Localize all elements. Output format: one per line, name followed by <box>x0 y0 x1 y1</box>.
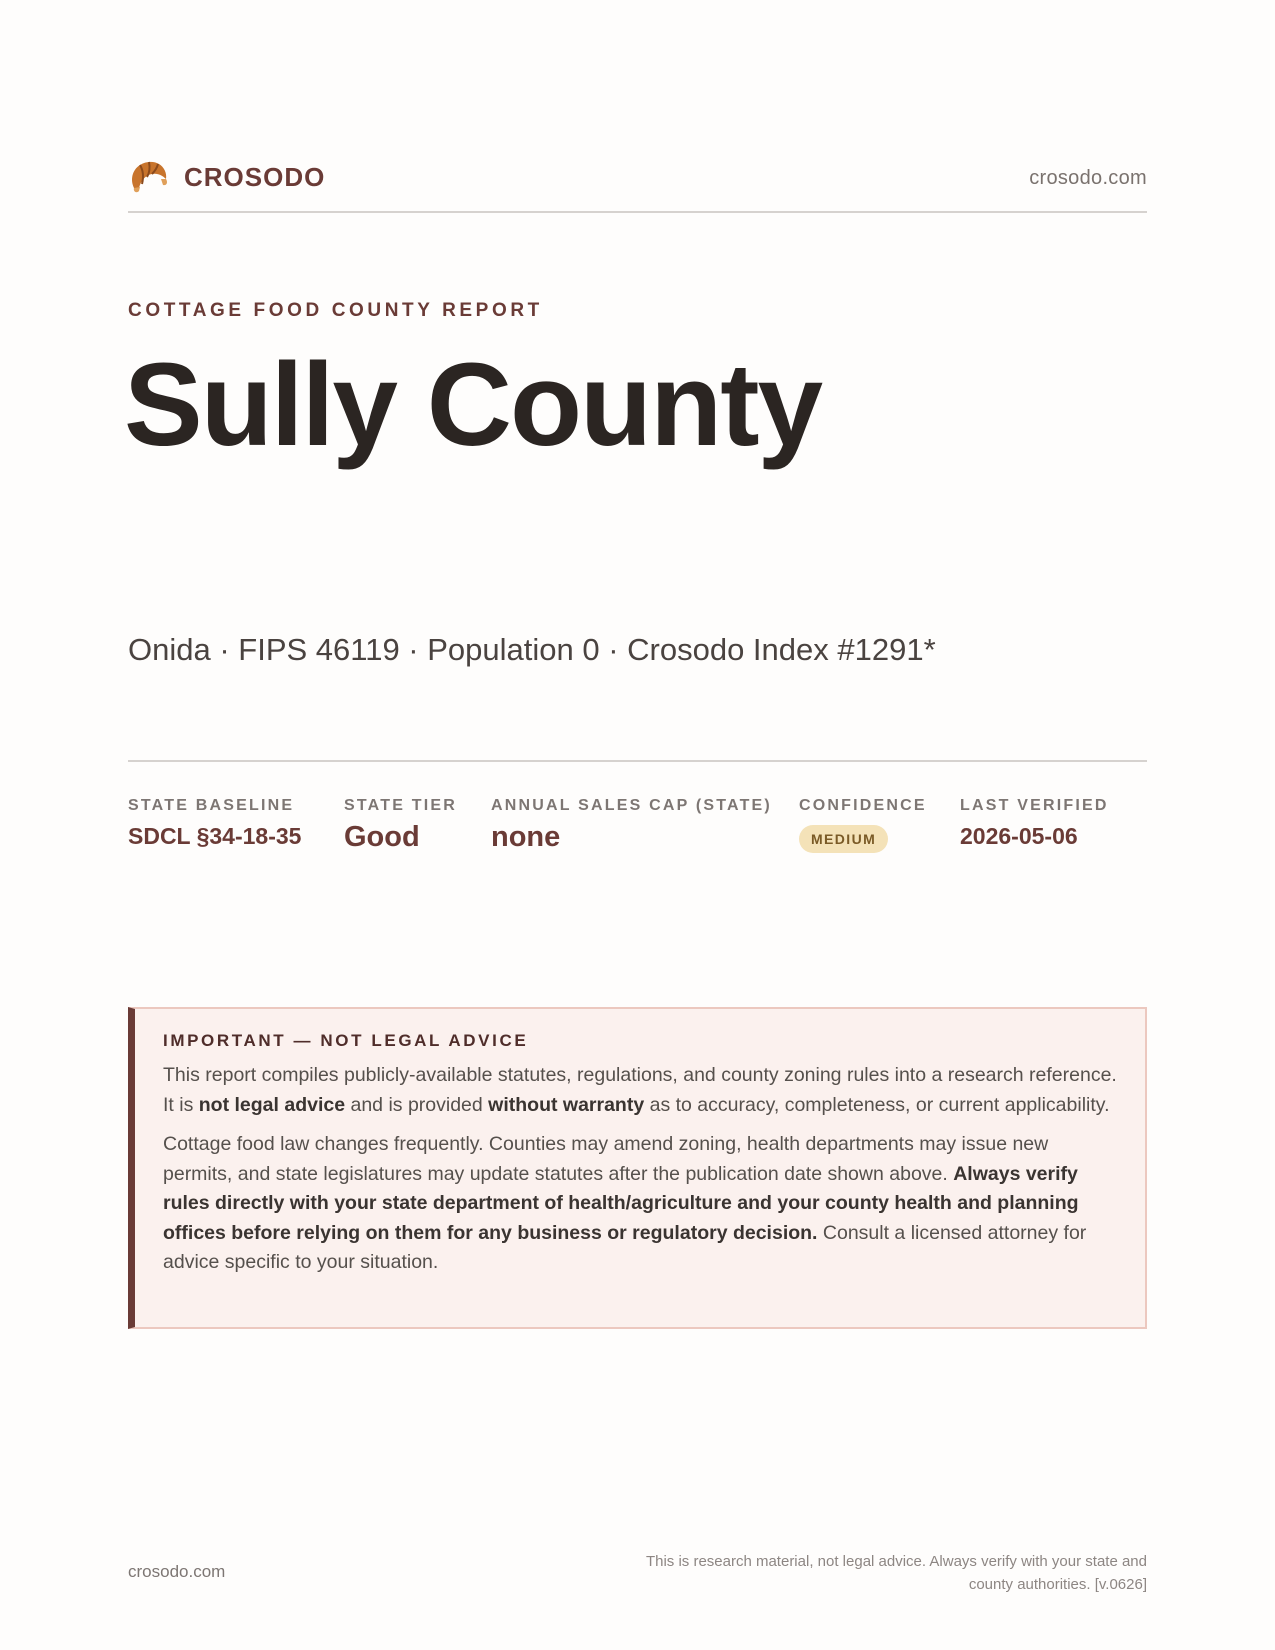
notice-emphasis: without warranty <box>488 1093 645 1116</box>
footer-disclaimer: This is research material, not legal advice. Always verify with your state and county authorities. [v.0626] <box>645 1553 1147 1593</box>
page-header <box>128 158 1147 213</box>
stat-last-verified <box>960 797 1109 850</box>
stat-label: LAST VERIFIED <box>960 797 1109 814</box>
stat-value: SDCL §34-18-35 <box>128 823 302 849</box>
notice-paragraph <box>163 1130 1117 1278</box>
footer-site: crosodo.com <box>128 1562 226 1581</box>
stat-annual-sales-cap <box>491 797 772 854</box>
brand <box>128 158 325 196</box>
notice-emphasis: not legal advice <box>198 1093 346 1116</box>
legal-notice <box>128 1007 1147 1329</box>
stat-label: ANNUAL SALES CAP (STATE) <box>491 797 772 814</box>
notice-title: IMPORTANT — NOT LEGAL ADVICE <box>163 1031 529 1050</box>
stat-value: none <box>491 821 561 853</box>
stat-value: 2026-05-06 <box>960 823 1078 849</box>
notice-text: and is provided <box>345 1093 489 1116</box>
notice-text: as to accuracy, completeness, or current applicability. <box>644 1093 1110 1116</box>
notice-text: Cottage food law changes frequently. Counties may amend zoning, health departments may issue new permits, and state legislatures may update statutes after the publication date shown above. <box>163 1133 1049 1185</box>
stat-confidence <box>799 797 927 853</box>
report-page <box>124 0 1147 1650</box>
notice-text: Consult a licensed attorney for advice specific to your situation. <box>163 1221 1087 1273</box>
confidence-badge: MEDIUM <box>799 825 888 853</box>
croissant-icon <box>128 158 170 196</box>
site-link[interactable]: crosodo.com <box>1029 167 1147 189</box>
stat-value: Good <box>344 821 420 853</box>
stat-label: CONFIDENCE <box>799 797 927 814</box>
report-eyebrow: COTTAGE FOOD COUNTY REPORT <box>128 300 543 321</box>
divider <box>128 760 1147 762</box>
page-title: Sully County <box>124 339 822 471</box>
notice-text: This report compiles publicly-available statutes, regulations, and county zoning rules into a research reference. It is <box>163 1064 1117 1116</box>
stat-state-tier <box>344 797 457 854</box>
brand-name: CROSODO <box>184 161 326 192</box>
stat-label: STATE BASELINE <box>128 797 295 814</box>
county-subtitle: Onida · FIPS 46119 · Population 0 · Crosodo Index #1291* <box>128 632 936 667</box>
stat-label: STATE TIER <box>344 797 457 814</box>
stat-state-baseline <box>128 797 301 850</box>
notice-emphasis: Always verify rules directly with your state department of health/agriculture and your county health and planning offices before relying on them for any business or regulatory decision. <box>163 1162 1079 1244</box>
notice-paragraph <box>163 1061 1117 1120</box>
